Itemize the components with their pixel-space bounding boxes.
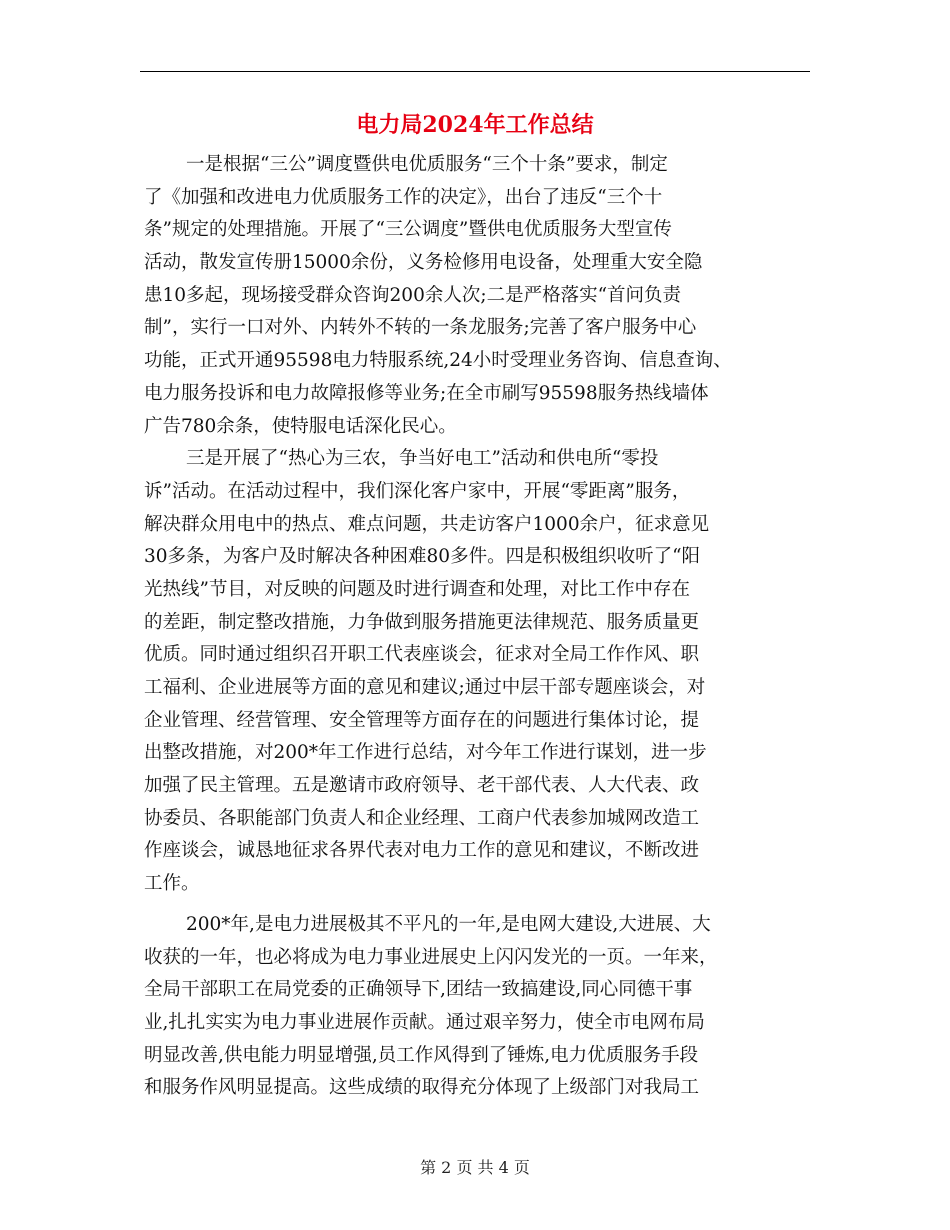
text-line: 优质。同时通过组织召开职工代表座谈会，征求对全局工作作风、职	[144, 644, 700, 666]
text-line: 活动，散发宣传册15000余份，义务检修用电设备，处理重大安全隐	[144, 252, 703, 274]
paragraph	[144, 443, 812, 901]
text-line: 解决群众用电中的热点、难点问题，共走访客户1000余户，征求意见	[144, 513, 710, 535]
text-line: 200*年,是电力进展极其不平凡的一年,是电网大建设,大进展、大	[186, 913, 711, 935]
text-line: 收获的一年，也必将成为电力事业进展史上闪闪发光的一页。一年来，	[144, 946, 718, 968]
text-line: 全局干部职工在局党委的正确领导下,团结一致搞建设,同心同德干事	[144, 979, 693, 1001]
page-footer: 第 2 页 共 4 页	[420, 1158, 530, 1177]
paragraph	[144, 909, 812, 1105]
text-line: 和服务作风明显提高。这些成绩的取得充分体现了上级部门对我局工	[144, 1077, 700, 1099]
text-line: 企业管理、经营管理、安全管理等方面存在的问题进行集体讨论，提	[144, 709, 700, 731]
header-rule	[140, 71, 810, 72]
text-line: 患10多起，现场接受群众咨询200余人次;二是严格落实“首问负责	[144, 284, 682, 306]
text-line: 加强了民主管理。五是邀请市政府领导、老干部代表、人大代表、政	[144, 775, 700, 797]
text-line: 功能，正式开通95598电力特服系统,24小时受理业务咨询、信息查询、	[144, 350, 732, 372]
document-body	[144, 149, 812, 1105]
text-line: 制”，实行一口对外、内转外不转的一条龙服务;完善了客户服务中心	[144, 317, 697, 339]
text-line: 工作。	[144, 873, 200, 895]
text-line: 光热线”节目，对反映的问题及时进行调查和处理，对比工作中存在	[144, 578, 690, 600]
text-line: 协委员、各职能部门负责人和企业经理、工商户代表参加城网改造工	[144, 807, 700, 829]
text-line: 诉”活动。在活动过程中，我们深化客户家中，开展“零距离”服务，	[144, 480, 691, 502]
text-line: 出整改措施，对200*年工作进行总结，对今年工作进行谋划，进一步	[144, 742, 707, 764]
text-line: 工福利、企业进展等方面的意见和建议;通过中层干部专题座谈会，对	[144, 677, 706, 698]
text-line: 作座谈会，诚恳地征求各界代表对电力工作的意见和建议，不断改进	[144, 840, 700, 862]
document-title: 电力局2024年工作总结	[356, 112, 594, 138]
paragraph-gap	[144, 901, 812, 909]
text-line: 三是开展了“热心为三农，争当好电工”活动和供电所“零投	[186, 448, 659, 470]
text-line: 一是根据“三公”调度暨供电优质服务“三个十条”要求，制定	[186, 154, 668, 175]
text-line: 条”规定的处理措施。开展了“三公调度”暨供电优质服务大型宣传	[144, 219, 672, 241]
text-line: 业,扎扎实实为电力事业进展作贡献。通过艰辛努力，使全市电网布局	[144, 1011, 705, 1033]
paragraph	[144, 149, 812, 443]
text-line: 明显改善,供电能力明显增强,员工作风得到了锤炼,电力优质服务手段	[144, 1044, 699, 1066]
text-line: 电力服务投诉和电力故障报修等业务;在全市刷写95598服务热线墙体	[144, 382, 709, 404]
text-line: 广告780余条，使特服电话深化民心。	[144, 415, 457, 437]
text-line: 的差距，制定整改措施，力争做到服务措施更法律规范、服务质量更	[144, 611, 700, 633]
text-line: 了《加强和改进电力优质服务工作的决定》，出台了违反“三个十	[144, 186, 663, 208]
text-line: 30多条，为客户及时解决各种困难80多件。四是积极组织收听了“阳	[144, 546, 701, 568]
